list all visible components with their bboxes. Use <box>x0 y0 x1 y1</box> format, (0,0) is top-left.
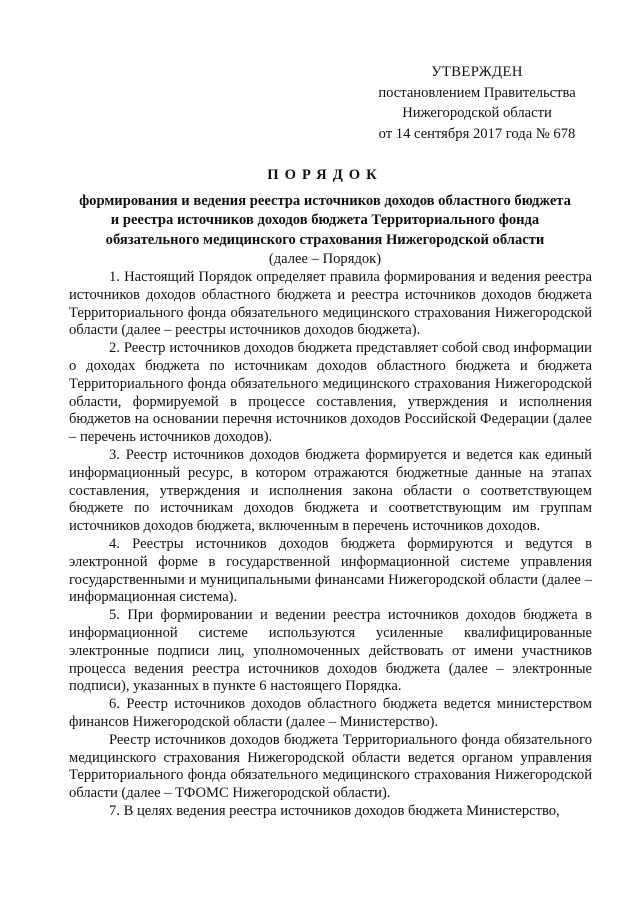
approval-date: от 14 сентября 2017 года № 678 <box>378 125 576 142</box>
document-body <box>69 269 592 821</box>
approval-line: постановлением Правительства <box>378 84 576 101</box>
title-heading: ПОРЯДОК <box>267 167 383 183</box>
paragraph-6: 6. Реестр источников доходов областного бюджета ведется министерством финансов Нижегородской области (далее – Министерство). <box>69 696 592 730</box>
paragraph-1: 1. Настоящий Порядок определяет правила формирования и ведения реестра источников доходов областного бюджета и реестра источников доходов бюджета Территориального фонда обязательного медицинского страхования Нижегородской области (далее – реестры источников доходов бюджета). <box>69 269 592 339</box>
paragraph-4: 4. Реестры источников доходов бюджета формируются и ведутся в электронной форме в государственной информационной системе управления государственными и муниципальными финансами Нижегородской области (далее – информационная система). <box>69 535 592 606</box>
approval-line: Нижегородской области <box>402 105 552 121</box>
document-title <box>60 166 590 270</box>
approval-stamp <box>372 62 582 144</box>
paragraph-5: 5. При формировании и ведении реестра источников доходов бюджета в информационной системе используются усиленные квалифицированные электронные подписи лиц, уполномоченных действовать от имени участников процесса ведения реестра источников доходов бюджета (далее – электронные подписи), указанных в пункте 6 настоящего Порядка. <box>69 607 592 695</box>
title-note: (далее – Порядок) <box>268 251 382 267</box>
paragraph-7: 7. В целях ведения реестра источников доходов бюджета Министерство, <box>109 802 560 819</box>
paragraph-6-continued: Реестр источников доходов бюджета Территориального фонда обязательного медицинского страхования Нижегородской области ведется органом управления Территориального фонда обязательного медицинского страхования Нижегородской области (далее – ТФОМС Нижегородской области). <box>69 731 592 802</box>
paragraph-3: 3. Реестр источников доходов бюджета формируется и ведется как единый информационный ресурс, в котором отражаются бюджетные данные на этапах составления, утверждения и исполнения закона области о соответствующем бюджете по источникам доходов бюджета и соответствующим им группам источников доходов бюджета, включенным в перечень источников доходов. <box>69 446 592 535</box>
title-line: обязательного медицинского страхования Нижегородской области <box>105 231 545 248</box>
approval-title: УТВЕРЖДЕН <box>431 64 523 80</box>
paragraph-2: 2. Реестр источников доходов бюджета представляет собой свод информации о доходах бюджета по источникам доходов областного бюджета и бюджета Территориального фонда обязательного медицинского страхования Нижегородской области, формируемой в процессе составления, утверждения и исполнения бюджетов на основании перечня источников доходов Российской Федерации (далее – перечень источников доходов). <box>69 340 592 446</box>
title-line: и реестра источников доходов бюджета Территориального фонда <box>110 212 540 228</box>
title-line: формирования и ведения реестра источников доходов областного бюджета <box>79 192 571 209</box>
